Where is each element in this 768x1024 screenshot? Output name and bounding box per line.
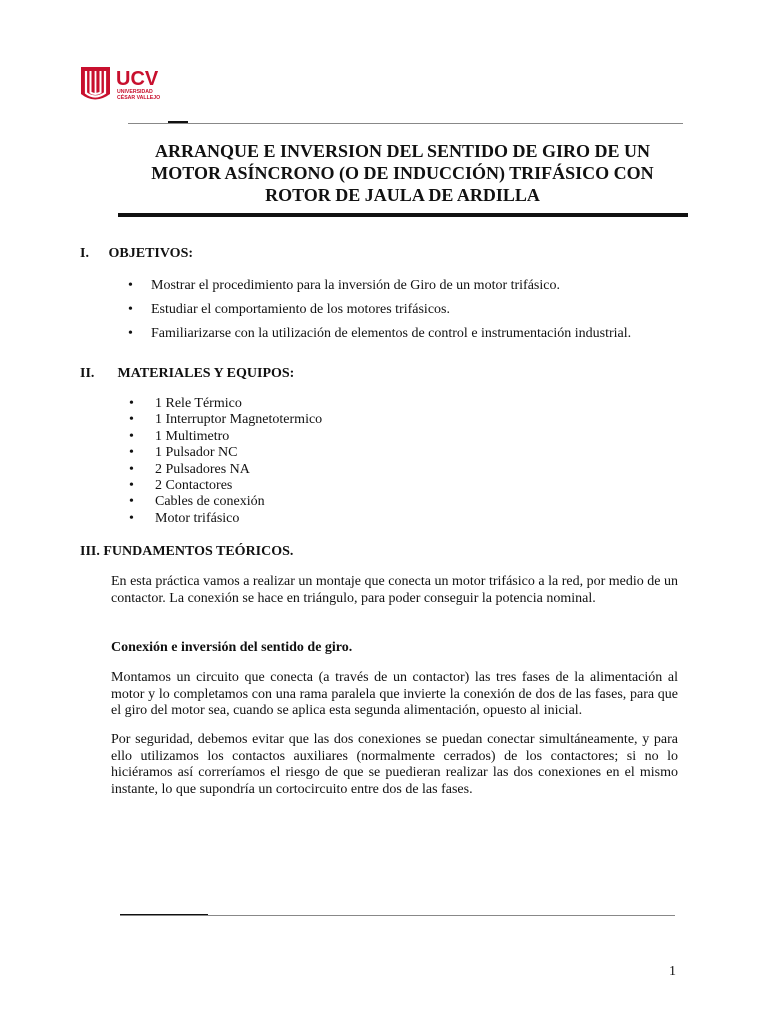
list-item: • Familiarizarse con la utilización de elementos de control e instrumentación industrial. [128, 326, 632, 341]
section-materiales-heading [80, 366, 294, 382]
section-title: OBJETIVOS: [108, 246, 194, 261]
section-number: I. [80, 246, 89, 261]
list-item: • 2 Pulsadores NA [129, 461, 250, 477]
list-item: • Cables de conexión [129, 494, 265, 510]
title-rule [118, 213, 688, 217]
list-item: • 2 Contactores [129, 478, 233, 494]
list-item: • 1 Rele Térmico [129, 396, 242, 411]
materiales-list [129, 396, 529, 527]
page-number: 1 [669, 964, 676, 979]
document-title [120, 140, 685, 206]
title-line-2: MOTOR ASÍNCRONO (O DE INDUCCIÓN) TRIFÁSICO CON [151, 163, 654, 183]
list-item: • Estudiar el comportamiento de los motores trifásicos. [128, 302, 450, 317]
section-title: MATERIALES Y EQUIPOS: [117, 366, 295, 381]
list-item: • Motor trifásico [129, 510, 240, 526]
fundamentos-paragraph-1: Montamos un circuito que conecta (a través de un contactor) las tres fases de la alimentación al motor y lo completamos con una rama paralela que invierte la conexión de dos de las fases, para que el giro del motor sea, cuando se aplica esta segunda alimentación, opuesto al inicial. [111, 670, 678, 718]
footer-rule [120, 915, 675, 916]
section-number: II. [80, 366, 95, 381]
brand-name: UCV [116, 68, 159, 90]
fundamentos-paragraph-2: Por seguridad, debemos evitar que las dos conexiones se puedan conectar simultáneamente, y para ello utilizamos los contactos auxiliares (normalmente cerrados) de los contactores; si no lo hiciéramos así correríamos el riesgo de que se puedieran realizar las dos conexiones en el mismo instante, lo que supondría un cortocircuito entre dos de las fases. [111, 732, 678, 797]
section-fundamentos-heading: III. FUNDAMENTOS TEÓRICOS. [80, 544, 294, 559]
ucv-logo [80, 64, 190, 106]
brand-subtitle-2: CÉSAR VALLEJO [117, 95, 161, 101]
list-item: • 1 Multimetro [129, 428, 230, 444]
header-rule [128, 123, 683, 124]
fundamentos-intro: En esta práctica vamos a realizar un montaje que conecta un motor trifásico a la red, por medio de un contactor. La conexión se hace en triángulo, para poder conseguir la potencia nominal. [111, 574, 678, 606]
title-line-1: ARRANQUE E INVERSION DEL SENTIDO DE GIRO DE UN [154, 141, 651, 161]
section-objetivos-heading [80, 246, 193, 262]
ucv-shield-icon [80, 64, 190, 106]
list-item: • 1 Pulsador NC [129, 445, 238, 461]
objetivos-list [128, 278, 688, 350]
list-item: • 1 Interruptor Magnetotermico [129, 412, 323, 428]
brand-subtitle-1: UNIVERSIDAD [117, 89, 153, 95]
list-item: • Mostrar el procedimiento para la inversión de Giro de un motor trifásico. [128, 278, 560, 293]
title-line-3: ROTOR DE JAULA DE ARDILLA [265, 185, 540, 205]
fundamentos-subheading: Conexión e inversión del sentido de giro. [111, 640, 353, 655]
